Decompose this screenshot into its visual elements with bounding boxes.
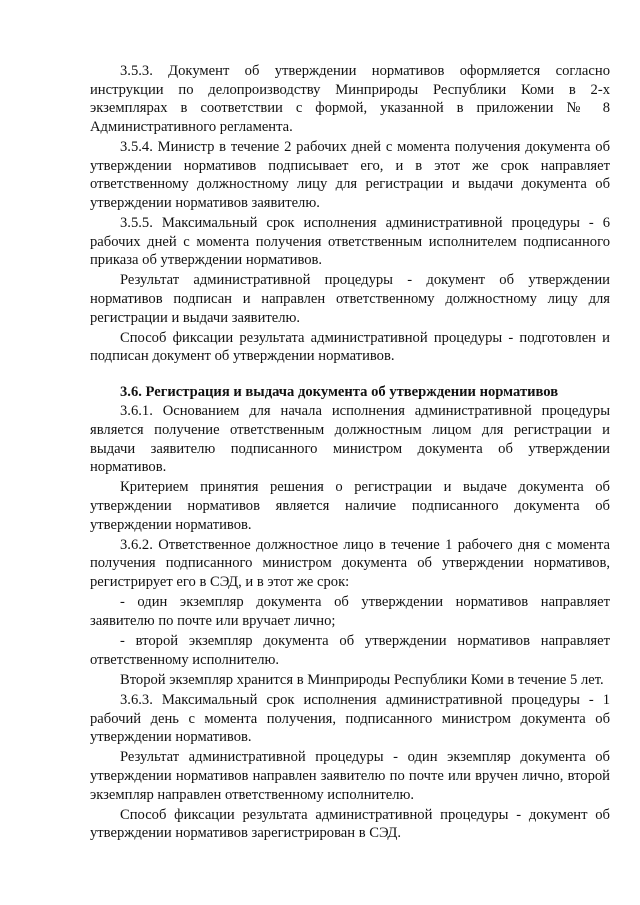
- paragraph-fixation: Способ фиксации результата административной процедуры - подготовлен и подписан документ об утверждении нормативов.: [90, 329, 610, 365]
- paragraph-3-6-3: 3.6.3. Максимальный срок исполнения административной процедуры - 1 рабочий день с момента получения, подписанного министром документа об утверждении нормативов.: [90, 691, 610, 746]
- section-heading: 3.6. Регистрация и выдача документа об утверждении нормативов: [120, 383, 559, 400]
- paragraph-3-5-3: 3.5.3. Документ об утверждении нормативов оформляется согласно инструкции по делопроизводству Минприроды Республики Коми в 2-х экземплярах в соответствии с формой, указанной в приложении № 8 Административного регламента.: [90, 63, 610, 135]
- list-item-first-copy: - один экземпляр документа об утверждении нормативов направляет заявителю по почте или вручает лично;: [90, 594, 610, 629]
- paragraph-3-6-2: 3.6.2. Ответственное должностное лицо в течение 1 рабочего дня с момента получения подписанного министром документа об утверждении нормативов, регистрирует его в СЭД, и в этот же срок:: [90, 536, 610, 590]
- paragraph-result-2: Результат административной процедуры - один экземпляр документа об утверждении нормативов направлен заявителю по почте или вручен лично, второй экземпляр направлен ответственному исполнителю.: [90, 749, 610, 803]
- paragraph-storage: Второй экземпляр хранится в Минприроды Республики Коми в течение 5 лет.: [120, 671, 604, 688]
- paragraph-fixation-2: Способ фиксации результата административной процедуры - документ об утверждении нормативов зарегистрирован в СЭД.: [90, 806, 610, 842]
- paragraph-3-5-5: 3.5.5. Максимальный срок исполнения административной процедуры - 6 рабочих дней с момента получения ответственным исполнителем подписанного приказа об утверждении нормативов.: [90, 214, 610, 269]
- document-page: [90, 62, 610, 844]
- list-item-second-copy: - второй экземпляр документа об утверждении нормативов направляет ответственному исполнителю.: [90, 632, 610, 668]
- paragraph-3-6-1: 3.6.1. Основанием для начала исполнения административной процедуры является получение ответственным должностным лицом для регистрации и выдачи заявителю подписанного министром документа об утверждении нормативов.: [90, 403, 610, 476]
- paragraph-3-5-4: 3.5.4. Министр в течение 2 рабочих дней с момента получения документа об утверждении нормативов подписывает его, и в этот же срок направляет ответственному должностному лицу для регистрации и выдачи документа об утверждении нормативов заявителю.: [90, 138, 610, 211]
- paragraph-criterion: Критерием принятия решения о регистрации и выдаче документа об утверждении нормативов является наличие подписанного документа об утверждении нормативов.: [90, 479, 610, 533]
- paragraph-result: Результат административной процедуры - документ об утверждении нормативов подписан и направлен ответственному должностному лицу для регистрации и выдачи заявителю.: [90, 272, 610, 326]
